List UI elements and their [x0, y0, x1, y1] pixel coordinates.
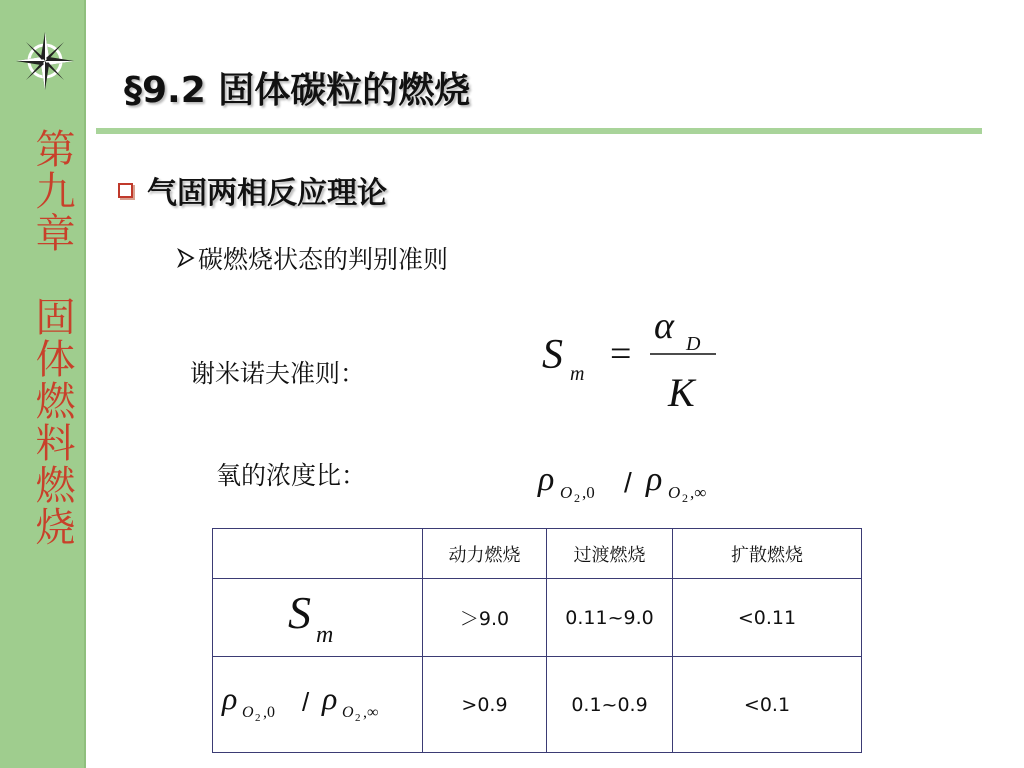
svg-text:2: 2	[254, 712, 260, 724]
formula-equals: =	[610, 333, 632, 375]
arrow-bullet-icon	[176, 247, 196, 269]
subscript-zero: ,0	[582, 483, 595, 502]
rho-symbol-1: ρ	[538, 461, 555, 498]
table-header-transition: 过渡燃烧	[547, 529, 673, 579]
bullet-level1	[118, 168, 387, 212]
semenov-criterion-label: 谢米诺夫准则：	[190, 359, 366, 388]
table-header-kinetic: 动力燃烧	[423, 529, 547, 579]
table-row	[213, 657, 862, 753]
bullet-level2	[176, 240, 448, 276]
svg-text:ρ: ρ	[221, 680, 237, 716]
compass-star-icon	[14, 30, 76, 92]
square-bullet-icon	[118, 183, 133, 198]
svg-text:O: O	[241, 704, 254, 721]
ratio-slash: /	[624, 467, 632, 498]
table-header-empty	[213, 529, 423, 579]
svg-text:O: O	[341, 704, 354, 721]
table-header-diffusion: 扩散燃烧	[673, 529, 862, 579]
title-underline	[96, 128, 982, 134]
oxygen-ratio-formula	[536, 460, 736, 506]
sidebar-divider	[84, 0, 86, 768]
formula-d-subscript: D	[686, 333, 701, 355]
svg-text:,0: ,0	[262, 704, 275, 721]
slide-title: §9.2 固体碳粒的燃烧	[124, 70, 471, 111]
table-cell: >0.9	[423, 657, 547, 753]
formula-k-denominator: K	[668, 370, 695, 415]
combustion-criteria-table	[212, 528, 862, 753]
table-cell: 0.1~0.9	[547, 657, 673, 753]
svg-text:m: m	[315, 622, 333, 648]
row-label-sm	[213, 579, 423, 657]
formula-alpha: α	[654, 310, 674, 347]
chapter-label: 第九章 固体燃料燃烧	[29, 128, 75, 548]
formula-s-symbol: S	[542, 332, 563, 378]
semenov-formula	[530, 310, 730, 420]
table-row	[213, 579, 862, 657]
bullet-level2-text: 碳燃烧状态的判别准则	[198, 245, 449, 274]
svg-text:S: S	[287, 587, 311, 638]
table-cell: ＞9.0	[423, 579, 547, 657]
o-subscript-1: O	[560, 483, 573, 502]
o2-number-2: 2	[682, 491, 688, 505]
table-cell: <0.1	[673, 657, 862, 753]
o2-number-1: 2	[574, 491, 580, 505]
table-cell: <0.11	[673, 579, 862, 657]
bullet-level1-text: 气固两相反应理论	[147, 176, 387, 211]
rho-symbol-2: ρ	[646, 461, 663, 498]
oxygen-ratio-label: 氧的浓度比：	[216, 461, 367, 490]
formula-m-subscript: m	[570, 363, 585, 385]
sm-symbol	[278, 580, 358, 650]
svg-text:ρ: ρ	[321, 680, 337, 716]
subscript-infinity: ,∞	[690, 483, 707, 502]
oxygen-ratio-symbol	[220, 679, 416, 725]
svg-text:,∞: ,∞	[362, 704, 378, 721]
o-subscript-2: O	[668, 483, 681, 502]
svg-text:/: /	[301, 687, 309, 717]
table-cell: 0.11~9.0	[547, 579, 673, 657]
svg-text:2: 2	[354, 712, 360, 724]
table-header-row	[213, 529, 862, 579]
row-label-oxygen-ratio	[213, 657, 423, 753]
